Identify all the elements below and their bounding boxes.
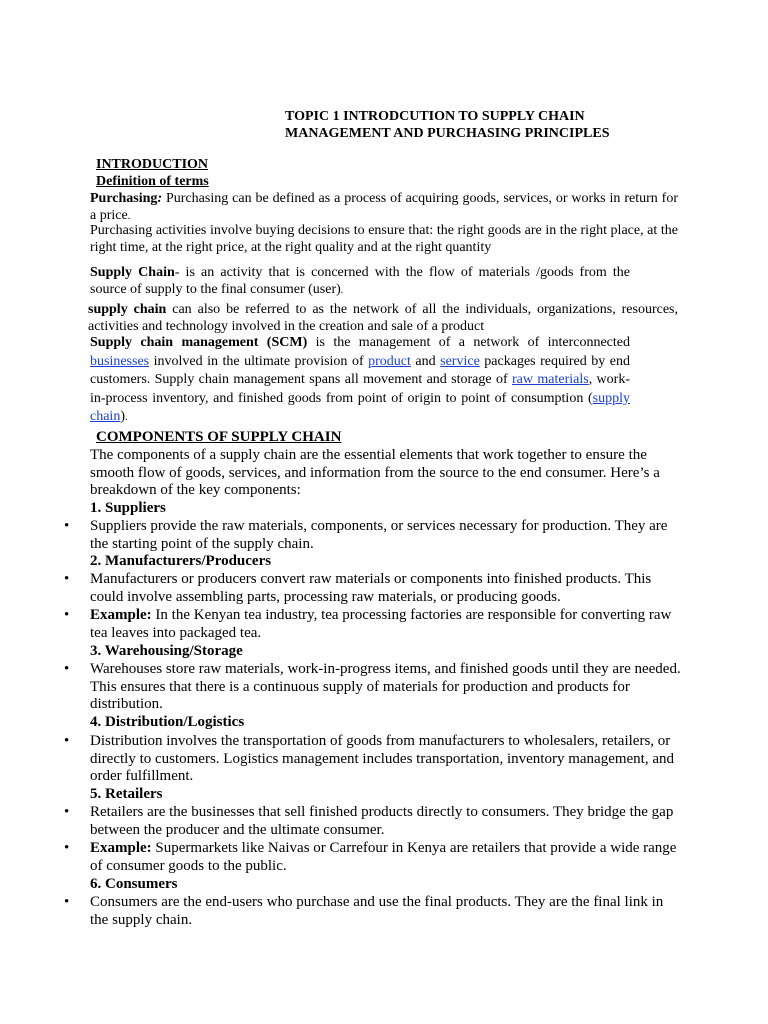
definition-heading: Definition of terms bbox=[96, 174, 209, 189]
example-label: Example: bbox=[90, 840, 152, 856]
retailers-title: 5. Retailers bbox=[90, 786, 163, 802]
service-link[interactable]: service bbox=[440, 353, 480, 369]
bullet-icon: • bbox=[64, 804, 70, 820]
scm-text: . Supply chain management spans all movement and storage of bbox=[146, 372, 513, 388]
purchasing-activities: Purchasing activities involve buying decisions to ensure that: the right goods are in the right place, at the right time, at the right price, at the right quality and at the right quantity bbox=[90, 223, 678, 255]
components-heading: COMPONENTS OF SUPPLY CHAIN bbox=[96, 429, 342, 445]
warehousing-text: Warehouses store raw materials, work-in-progress items, and finished goods until they are needed. This ensures that there is a continuous supply of materials for production and products for distribution. bbox=[90, 661, 681, 713]
warehousing-title: 3. Warehousing/Storage bbox=[90, 643, 243, 659]
raw-materials-link[interactable]: raw materials bbox=[512, 372, 589, 388]
suppliers-title: 1. Suppliers bbox=[90, 500, 166, 516]
title-line-2: MANAGEMENT AND PURCHASING PRINCIPLES bbox=[285, 126, 610, 141]
scm-definition bbox=[90, 334, 630, 428]
manufacturers-example bbox=[90, 607, 682, 642]
consumers-title: 6. Consumers bbox=[90, 876, 178, 892]
manufacturers-example-text: In the Kenyan tea industry, tea processing factories are responsible for converting raw tea leaves into packaged tea. bbox=[90, 607, 672, 641]
document-title bbox=[285, 108, 685, 142]
scm-text: and bbox=[410, 353, 441, 369]
supply-chain-text: - is an activity that is concerned with the flow of materials /goods from the source of supply to the final consumer (user) bbox=[90, 265, 630, 297]
scm-text: packages required by end customers bbox=[90, 353, 630, 388]
purchasing-term: Purchasing bbox=[90, 191, 158, 206]
title-line-1: TOPIC 1 INTRODCUTION TO SUPPLY CHAIN bbox=[285, 109, 585, 124]
scm-text: , work-in-process inventory, and finished goods from point of origin to point of consumption ( bbox=[90, 372, 630, 406]
retailers-example bbox=[90, 840, 682, 875]
distribution-title: 4. Distribution/Logistics bbox=[90, 714, 245, 730]
retailers-example-text: Supermarkets like Naivas or Carrefour in Kenya are retailers that provide a wide range of consumer goods to the public. bbox=[90, 840, 677, 874]
purchasing-text: Purchasing can be defined as a process of acquiring goods, services, or works in return for a price bbox=[90, 191, 678, 223]
supply-chain-link[interactable]: supply chain bbox=[90, 390, 630, 425]
purchasing-colon: : bbox=[157, 191, 163, 206]
scm-text: is the management of a network of interconnected bbox=[307, 335, 630, 350]
supply-chain-period: . bbox=[340, 285, 344, 296]
bullet-icon: • bbox=[64, 894, 70, 910]
bullet-icon: • bbox=[64, 607, 70, 623]
scm-text: ) bbox=[120, 409, 125, 425]
manufacturers-text: Manufacturers or producers convert raw materials or components into finished products. This could involve assembling parts, processing raw materials, or producing goods. bbox=[90, 571, 652, 605]
bullet-icon: • bbox=[64, 840, 70, 856]
bullet-icon: • bbox=[64, 518, 70, 534]
bullet-icon: • bbox=[64, 733, 70, 749]
supply-chain-alt-term: supply chain bbox=[88, 302, 167, 317]
supply-chain-network-definition bbox=[88, 301, 678, 335]
suppliers-text: Suppliers provide the raw materials, components, or services necessary for production. They are the starting point of the supply chain. bbox=[90, 518, 668, 552]
supply-chain-term: Supply Chain bbox=[90, 265, 175, 280]
scm-text: involved in the ultimate provision of bbox=[149, 353, 369, 369]
scm-term: Supply chain management (SCM) bbox=[90, 335, 308, 350]
consumers-text: Consumers are the end-users who purchase and use the final products. They are the final link in the supply chain. bbox=[90, 894, 664, 928]
purchasing-period: . bbox=[127, 211, 131, 222]
example-label: Example: bbox=[90, 607, 152, 623]
components-intro: The components of a supply chain are the essential elements that work together to ensure the smooth flow of goods, services, and information from the source to the end consumer. Here’s a breakdown of the key components: bbox=[90, 447, 660, 499]
bullet-icon: • bbox=[64, 661, 70, 677]
purchasing-definition bbox=[90, 190, 678, 225]
distribution-text: Distribution involves the transportation of goods from manufacturers to wholesalers, retailers, or directly to customers. Logistics management includes transportation, inventory management, and order fulfillment. bbox=[90, 733, 675, 785]
bullet-icon: • bbox=[64, 571, 70, 587]
retailers-text: Retailers are the businesses that sell finished products directly to consumers. They bridge the gap between the producer and the ultimate consumer. bbox=[90, 804, 674, 838]
manufacturers-title: 2. Manufacturers/Producers bbox=[90, 553, 272, 569]
introduction-heading: INTRODUCTION bbox=[96, 157, 209, 172]
businesses-link[interactable]: businesses bbox=[90, 353, 150, 369]
supply-chain-alt-text: can also be referred to as the network of all the individuals, organizations, resources, activities and technology involved in the creation and sale of a product bbox=[88, 302, 678, 334]
product-link[interactable]: product bbox=[368, 353, 411, 369]
supply-chain-definition bbox=[90, 264, 630, 299]
scm-period: . bbox=[125, 412, 128, 424]
